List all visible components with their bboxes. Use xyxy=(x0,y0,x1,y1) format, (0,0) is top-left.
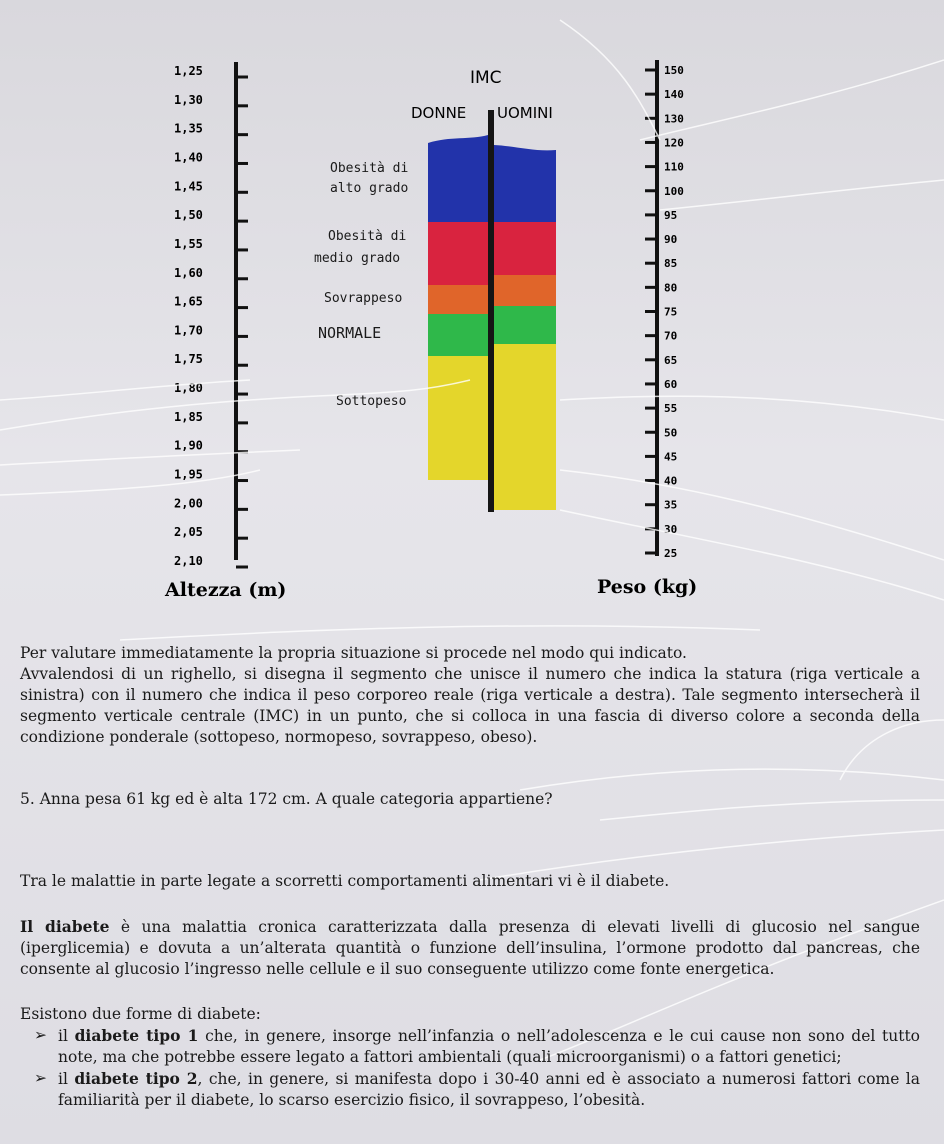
height-tick-label: 1,30 xyxy=(174,92,203,107)
zone-label-obesita-alto: Obesità di alto grado xyxy=(330,161,409,196)
weight-tick-label: 70 xyxy=(664,329,678,343)
imc-title: IMC xyxy=(470,68,502,88)
weight-tick-label: 30 xyxy=(664,522,678,536)
series-label-donne: DONNE xyxy=(411,104,467,122)
zone-sottopeso-uomini xyxy=(494,344,556,510)
weight-tick-label: 150 xyxy=(664,64,684,77)
weight-tick-label: 65 xyxy=(664,353,678,367)
zone-normale-donne xyxy=(428,314,488,356)
weight-tick-label: 90 xyxy=(664,233,678,247)
tipo1-text: che, in genere, insorge nell’infanzia o nell’adolescenza e le cui cause non sono del tutto note, ma che potrebbe essere legato a fattori ambientali (quali microorganismi) o a fattori genetici; xyxy=(58,1027,921,1066)
weight-tick-label: 80 xyxy=(664,281,678,295)
weight-tick-label: 85 xyxy=(664,257,678,271)
height-tick-label: 2,05 xyxy=(174,525,203,540)
weight-tick-label: 75 xyxy=(664,305,678,319)
list-item-tipo2 xyxy=(34,1068,920,1111)
intro-paragraph xyxy=(20,643,920,748)
zone-obesita-medio-donne xyxy=(428,222,488,285)
zone-obesita-alto-donne xyxy=(428,135,488,222)
height-tick-label: 1,65 xyxy=(174,294,203,309)
intro-line: Per valutare immediatamente la propria situazione si procede nel modo qui indicato. xyxy=(20,644,687,662)
height-tick-label: 1,85 xyxy=(174,409,203,424)
tipo2-prefix: il xyxy=(58,1070,75,1088)
height-tick-label: 1,25 xyxy=(174,64,203,78)
imc-center-bar xyxy=(488,110,494,512)
weight-tick-label: 25 xyxy=(664,547,678,560)
diabete-term: Il diabete xyxy=(20,917,110,936)
weight-tick-label: 45 xyxy=(664,450,678,464)
list-item-tipo1 xyxy=(34,1025,920,1068)
zone-label-normale: NORMALE xyxy=(318,324,382,342)
tipo2-text: , che, in genere, si manifesta dopo i 30-40 anni ed è associato a numerosi fattori come la familiarità per il diabete, lo scarso esercizio fisico, il sovrappeso, l’obesità. xyxy=(58,1070,921,1109)
section-intro-text: Tra le malattie in parte legate a scorretti comportamenti alimentari vi è il diabete. xyxy=(20,872,670,890)
height-tick-label: 1,75 xyxy=(174,352,203,367)
weight-tick-label: 40 xyxy=(664,474,678,488)
weight-tick-label: 130 xyxy=(664,112,684,126)
height-tick-label: 1,40 xyxy=(174,150,203,165)
question-5: 5. Anna pesa 61 kg ed è alta 172 cm. A quale categoria appartiene? xyxy=(20,790,553,808)
zone-normale-uomini xyxy=(494,306,556,344)
arrow-bullet-icon: ➢ xyxy=(34,1026,47,1044)
zone-sottopeso-donne xyxy=(428,356,488,480)
arrow-bullet-icon: ➢ xyxy=(34,1069,47,1087)
forms-intro: Esistono due forme di diabete: xyxy=(20,1005,261,1023)
height-tick-label: 1,90 xyxy=(174,438,203,453)
tipo2-term: diabete tipo 2 xyxy=(74,1069,198,1088)
height-tick-label: 1,55 xyxy=(174,236,203,251)
weight-tick-label: 110 xyxy=(664,160,684,174)
weight-axis-ticks xyxy=(645,64,684,560)
zone-label-sottopeso: Sottopeso xyxy=(336,394,407,409)
zone-label-obesita-medio: Obesità di medio grado xyxy=(314,229,407,266)
weight-axis-label: Peso (kg) xyxy=(597,576,698,598)
weight-tick-label: 35 xyxy=(664,498,678,512)
weight-tick-label: 50 xyxy=(664,426,678,440)
height-tick-label: 1,60 xyxy=(174,265,203,280)
height-tick-label: 1,70 xyxy=(174,323,203,338)
height-tick-label: 1,50 xyxy=(174,208,203,223)
weight-tick-label: 120 xyxy=(664,136,684,150)
height-axis-label: Altezza (m) xyxy=(165,579,287,601)
diabete-forms xyxy=(20,1004,920,1111)
height-tick-label: 1,35 xyxy=(174,121,203,136)
height-tick-label: 2,00 xyxy=(174,496,203,511)
height-tick-label: 1,95 xyxy=(174,467,203,482)
instructions-text: Avvalendosi di un righello, si disegna il segmento che unisce il numero che indica la statura (riga verticale a sinistra) con il numero che indica il peso corporeo reale (riga verticale a destra). Tale segmento intersecherà il segmento verticale centrale (IMC) in un punto, che si colloca in una fascia di diverso colore a seconda della condizione ponderale (sottopeso, normopeso, sovrappeso, obeso). xyxy=(20,665,920,746)
weight-tick-label: 60 xyxy=(664,377,678,391)
zone-label-sovrappeso: Sovrappeso xyxy=(324,291,403,306)
zone-obesita-medio-uomini xyxy=(494,222,556,275)
height-tick-label: 2,10 xyxy=(174,554,203,568)
height-tick-label: 1,45 xyxy=(174,179,203,194)
zone-sovrappeso-uomini xyxy=(494,275,556,306)
weight-tick-label: 55 xyxy=(664,402,678,416)
height-tick-label: 1,80 xyxy=(174,381,203,396)
weight-tick-label: 100 xyxy=(664,184,684,198)
section-intro xyxy=(20,871,920,892)
zone-obesita-alto-uomini xyxy=(494,145,556,222)
zone-sovrappeso-donne xyxy=(428,285,488,314)
tipo1-prefix: il xyxy=(58,1027,75,1045)
tipo1-term: diabete tipo 1 xyxy=(74,1026,199,1045)
diabete-definition xyxy=(20,916,920,980)
diabete-definition-text: è una malattia cronica caratterizzata dalla presenza di elevati livelli di glucosio nel sangue (iperglicemia) e dovuta a un’alterata quantità o funzione dell’insulina, l’ormone prodotto dal pancreas, che consente al glucosio l’ingresso nelle cellule e il suo conseguente utilizzo come fonte energetica. xyxy=(20,918,920,978)
diabete-paragraph xyxy=(20,916,920,980)
series-label-uomini: UOMINI xyxy=(497,104,553,122)
weight-tick-label: 140 xyxy=(664,88,684,102)
weight-tick-label: 95 xyxy=(664,208,678,222)
